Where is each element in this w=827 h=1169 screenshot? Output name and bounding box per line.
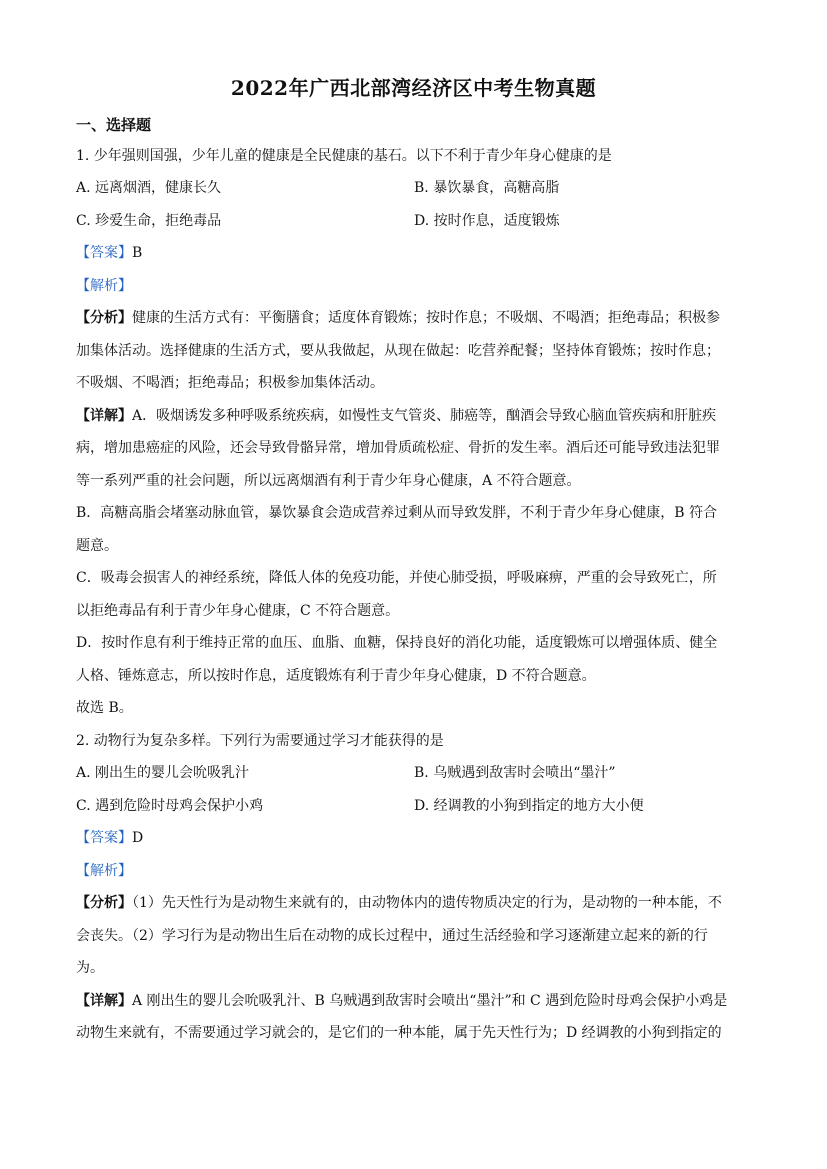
q1-analysis-tag (76, 276, 752, 296)
fenxi-tag: 【分析】 (76, 310, 132, 326)
q1-fenxi-line-2: 加集体活动。选择健康的生活方式，要从我做起，从现在做起：吃营养配餐；坚持体育锻炼；按时作息； (76, 343, 720, 359)
xiangjie-tag: 【详解】 (76, 408, 132, 424)
question-1-stem: 1. 少年强则国强，少年儿童的健康是全民健康的基石。以下不利于青少年身心健康的是 (76, 148, 612, 164)
q1-xiangjie-line-2: 病，增加患癌症的风险，还会导致骨骼异常，增加骨质疏松症、骨折的发生率。酒后还可能导致违法犯罪 (76, 440, 720, 456)
q1-fenxi-line-3: 不吸烟、不喝酒；拒绝毒品；积极参加集体活动。 (76, 375, 384, 391)
fenxi-tag: 【分析】 (76, 895, 132, 911)
page-title: 2022年广西北部湾经济区中考生物真题 (230, 76, 597, 100)
fenxi-text: 健康的生活方式有：平衡膳食；适度体育锻炼；按时作息；不吸烟、不喝酒；拒绝毒品；积极参 (132, 310, 720, 326)
q1-xiangjie-line-4: B．高糖高脂会堵塞动脉血管，暴饮暴食会造成营养过剩从而导致发胖，不利于青少年身心健康，B 符合 (76, 505, 718, 521)
q2-fenxi-line-3: 为。 (76, 960, 104, 976)
q1-fenxi-line-1 (76, 308, 752, 328)
xiangjie-tag: 【详解】 (76, 993, 132, 1009)
q1-xiangjie-line-7: 以拒绝毒品有利于青少年身心健康，C 不符合题意。 (76, 603, 400, 619)
answer-tag: 【答案】 (76, 245, 132, 261)
q1-xiangjie-line-6: C．吸毒会损害人的神经系统，降低人体的免疫功能，并使心肺受损，呼吸麻痹，严重的会导致死亡，所 (76, 570, 717, 586)
xiangjie-text: A．吸烟诱发多种呼吸系统疾病，如慢性支气管炎、肺癌等，酗酒会导致心脑血管疾病和肝脏疾 (132, 408, 717, 424)
q2-fenxi-line-1 (76, 893, 752, 913)
q1-option-a: A. 远离烟酒，健康长久 (76, 180, 222, 196)
q1-option-d: D. 按时作息，适度锻炼 (414, 213, 560, 229)
answer-value: D (132, 830, 144, 846)
q2-answer (76, 828, 752, 848)
question-2-stem: 2. 动物行为复杂多样。下列行为需要通过学习才能获得的是 (76, 733, 444, 749)
q1-answer (76, 243, 752, 263)
q1-xiangjie-line-3: 等一系列严重的社会问题，所以远离烟酒有利于青少年身心健康，A 不符合题意。 (76, 473, 581, 489)
q1-option-b: B. 暴饮暴食，高糖高脂 (414, 180, 560, 196)
q1-option-c: C. 珍爱生命，拒绝毒品 (76, 213, 222, 229)
q2-analysis-tag (76, 861, 752, 881)
xiangjie-text: A 刚出生的婴儿会吮吸乳汁、B 乌贼遇到敌害时会喷出“墨汁”和 C 遇到危险时母鸡会保护小鸡是 (132, 993, 728, 1009)
q2-option-c: C. 遇到危险时母鸡会保护小鸡 (76, 798, 264, 814)
q1-xiangjie-line-5: 题意。 (76, 538, 118, 554)
q1-xiangjie-line-9: 人格、锤炼意志，所以按时作息，适度锻炼有利于青少年身心健康，D 不符合题意。 (76, 668, 596, 684)
q2-xiangjie-line-2: 动物生来就有，不需要通过学习就会的，是它们的一种本能，属于先天性行为；D 经调教的小狗到指定的 (76, 1025, 722, 1041)
section-heading: 一、选择题 (76, 116, 152, 134)
analysis-tag: 【解析】 (76, 278, 132, 294)
analysis-tag: 【解析】 (76, 863, 132, 879)
q1-xiangjie-line-8: D．按时作息有利于维持正常的血压、血脂、血糖，保持良好的消化功能，适度锻炼可以增强体质、健全 (76, 635, 718, 651)
answer-tag: 【答案】 (76, 830, 132, 846)
q2-xiangjie-line-1 (76, 991, 752, 1011)
q2-option-d: D. 经调教的小狗到指定的地方大小便 (414, 798, 644, 814)
fenxi-text: （1）先天性行为是动物生来就有的，由动物体内的遗传物质决定的行为，是动物的一种本能，不 (132, 895, 722, 911)
q2-option-a: A. 刚出生的婴儿会吮吸乳汁 (76, 765, 250, 781)
q1-conclusion: 故选 B。 (76, 700, 133, 716)
q2-option-b: B. 乌贼遇到敌害时会喷出“墨汁” (414, 765, 616, 781)
q2-fenxi-line-2: 会丧失。（2）学习行为是动物出生后在动物的成长过程中，通过生活经验和学习逐渐建立起来的新的行 (76, 928, 708, 944)
q1-xiangjie-line-1 (76, 406, 752, 426)
answer-value: B (132, 245, 143, 261)
